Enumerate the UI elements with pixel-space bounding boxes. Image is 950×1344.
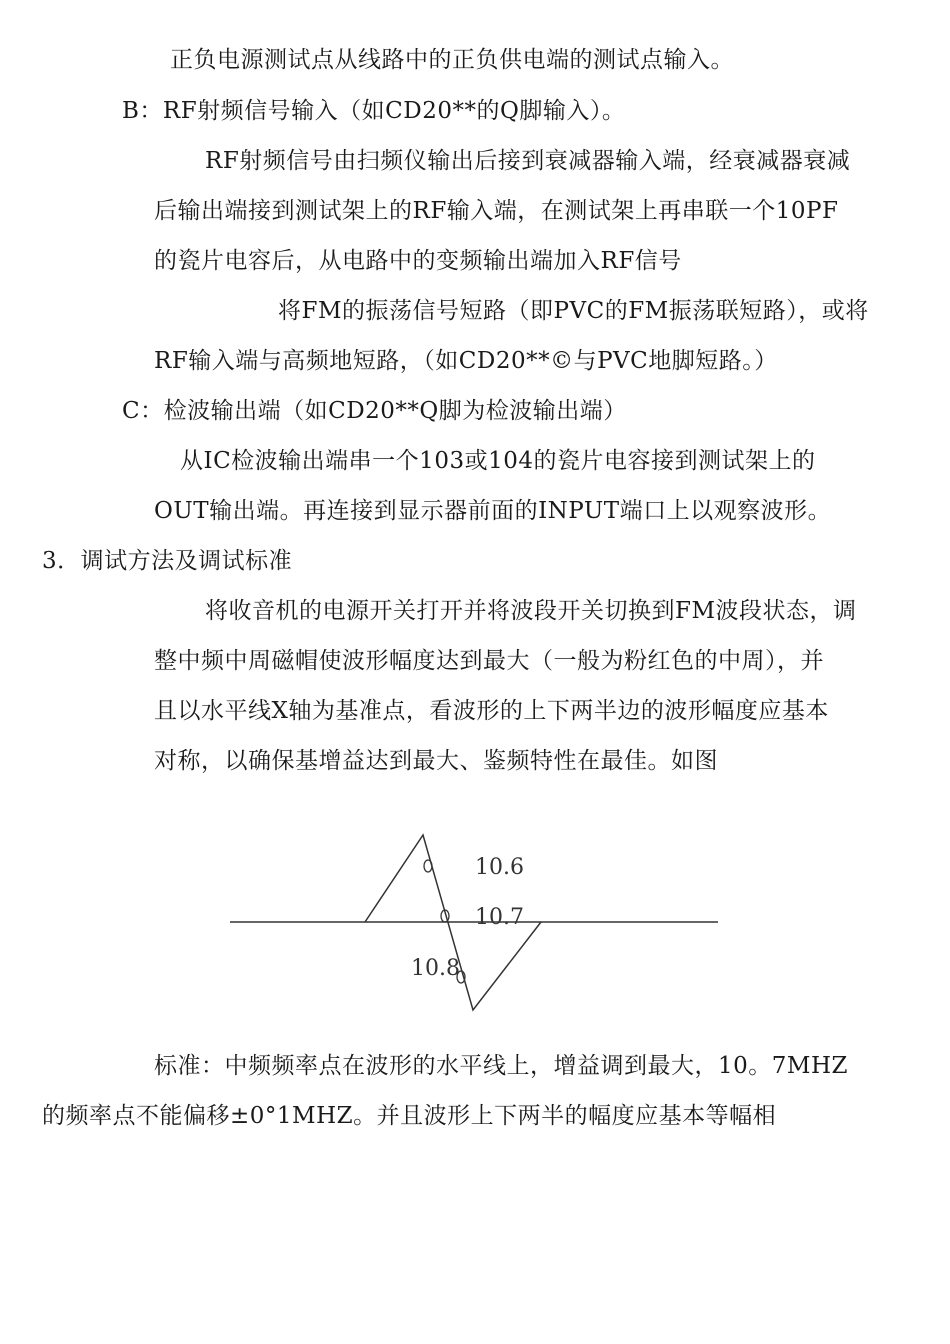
paragraph-line: 的瓷片电容后，从电路中的变频输出端加入RF信号	[154, 248, 682, 274]
section-3-heading: 3．调试方法及调试标准	[42, 548, 293, 574]
paragraph-line: RF输入端与高频地短路，（如CD20**©与PVC地脚短路。）	[154, 348, 778, 374]
paragraph-line: 整中频中周磁帽使波形幅度达到最大（一般为粉红色的中周），并	[154, 648, 824, 674]
paragraph-line: 从IC检波输出端串一个103或104的瓷片电容接到测试架上的	[180, 448, 816, 474]
paragraph-line: 正负电源测试点从线路中的正负供电端的测试点输入。	[170, 47, 734, 73]
paragraph-line: 对称，以确保基增益达到最大、鉴频特性在最佳。如图	[154, 748, 718, 774]
paragraph-line: 将FM的振荡信号短路（即PVC的FM振荡联短路），或将	[278, 298, 869, 324]
paragraph-line: 且以水平线X轴为基准点，看波形的上下两半边的波形幅度应基本	[154, 698, 829, 724]
paragraph-line: RF射频信号由扫频仪输出后接到衰减器输入端，经衰减器衰减	[205, 148, 851, 174]
standard-line: 标准：中频频率点在波形的水平线上，增益调到最大，10。7MHZ	[154, 1053, 848, 1079]
section-c-heading: C：检波输出端（如CD20**Q脚为检波输出端）	[122, 398, 627, 424]
standard-line: 的频率点不能偏移±0°1MHZ。并且波形上下两半的幅度应基本等幅相	[42, 1103, 777, 1129]
paragraph-line: 将收音机的电源开关打开并将波段开关切换到FM波段状态，调	[205, 598, 857, 624]
marker-10-6	[424, 860, 432, 872]
paragraph-line: OUT输出端。再连接到显示器前面的INPUT端口上以观察波形。	[154, 498, 832, 524]
section-b-heading: B：RF射频信号输入（如CD20**的Q脚输入）。	[122, 98, 626, 124]
label-10-6: 10.6	[475, 855, 524, 880]
label-10-8: 10.8	[411, 956, 460, 981]
paragraph-line: 后输出端接到测试架上的RF输入端，在测试架上再串联一个10PF	[154, 198, 839, 224]
label-10-7: 10.7	[475, 905, 524, 930]
